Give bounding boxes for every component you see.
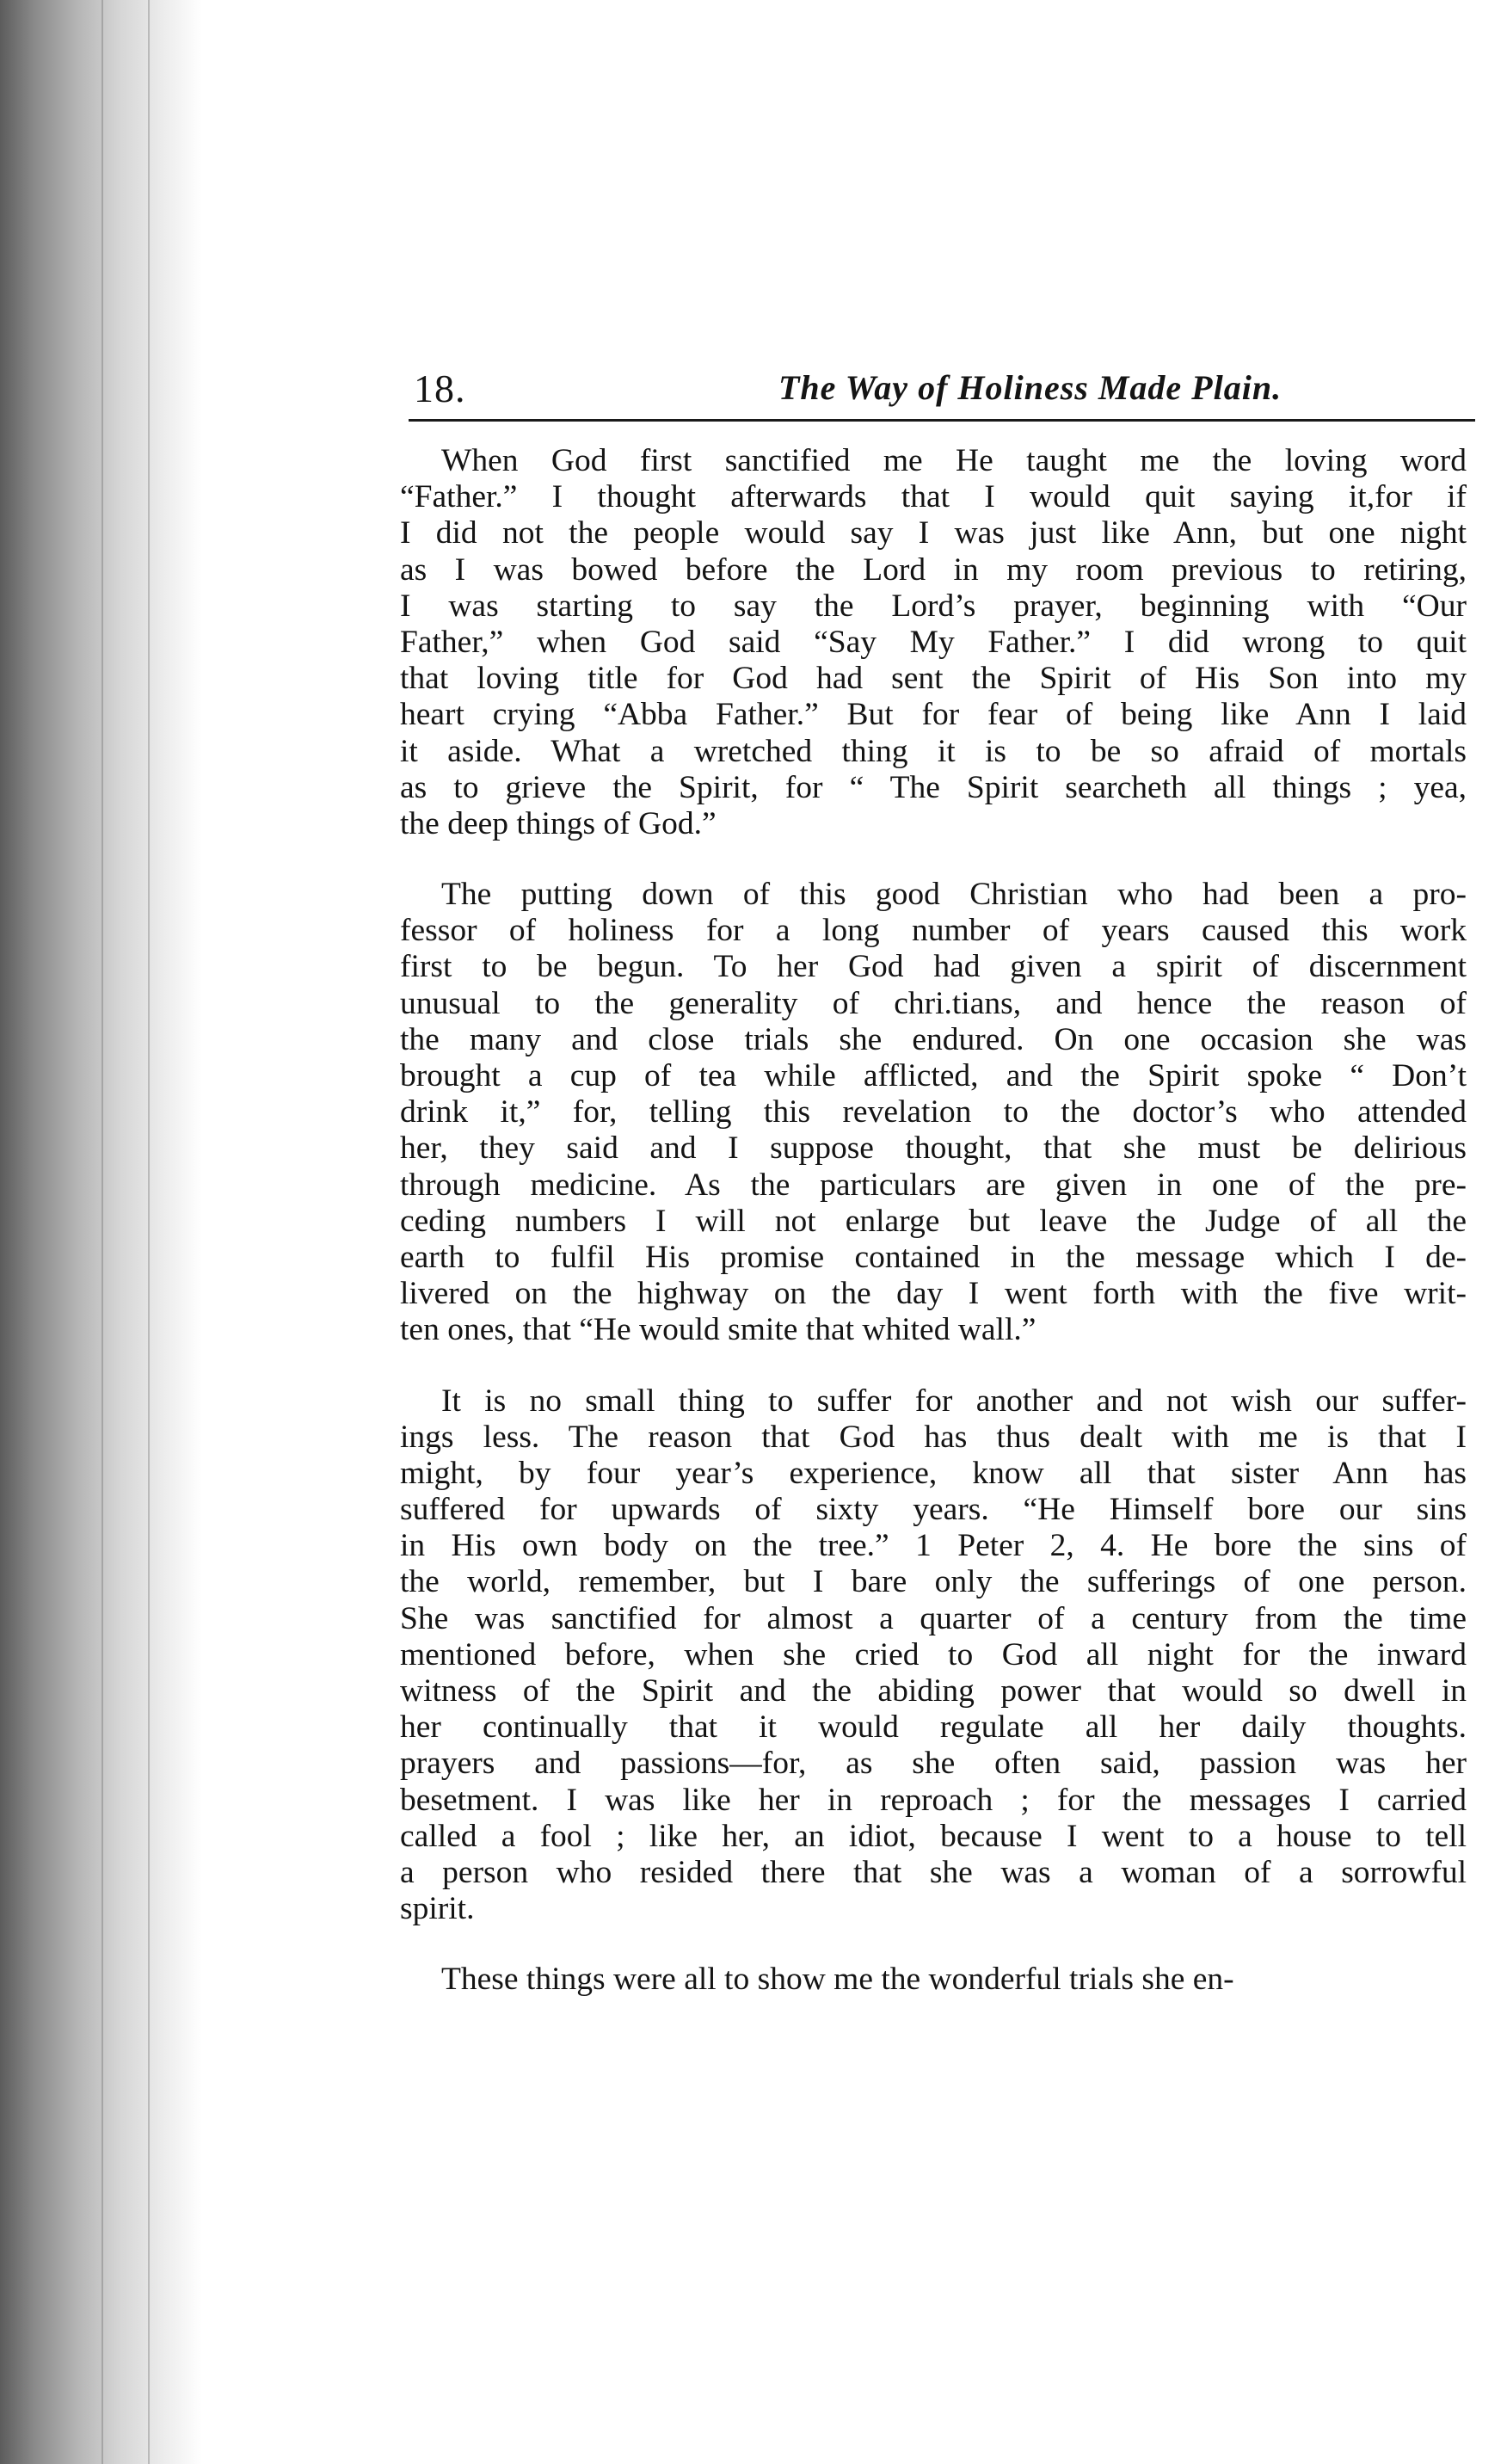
paragraph bbox=[400, 877, 1467, 1348]
text-line: might, by four year’s experience, know all that sister Ann has bbox=[400, 1455, 1467, 1491]
text-line: I was starting to say the Lord’s prayer, beginning with “Our bbox=[400, 588, 1467, 624]
page-content bbox=[400, 357, 1475, 1998]
text-line: livered on the highway on the day I went forth with the five writ- bbox=[400, 1276, 1467, 1312]
text-line: ceding numbers I will not enlarge but leave the Judge of all the bbox=[400, 1203, 1467, 1239]
text-line: the many and close trials she endured. On one occasion she was bbox=[400, 1021, 1467, 1057]
text-line: suffered for upwards of sixty years. “He Himself bore our sins bbox=[400, 1492, 1467, 1528]
text-line: as to grieve the Spirit, for “ The Spirit searcheth all things ; yea, bbox=[400, 769, 1467, 805]
text-line: The putting down of this good Christian who had been a pro- bbox=[441, 877, 1467, 913]
page-number: 18. bbox=[414, 367, 466, 410]
text-line: her continually that it would regulate all her daily thoughts. bbox=[400, 1709, 1467, 1746]
text-line: first to be begun. To her God had given a spirit of discernment bbox=[400, 949, 1467, 985]
text-line: it aside. What a wretched thing it is to be so afraid of mortals bbox=[400, 733, 1467, 769]
text-line: ten ones, that “He would smite that whited wall.” bbox=[400, 1312, 1036, 1348]
paragraph bbox=[400, 1383, 1467, 1928]
text-line: through medicine. As the particulars are given in one of the pre- bbox=[400, 1167, 1467, 1203]
text-line: mentioned before, when she cried to God all night for the inward bbox=[400, 1636, 1467, 1672]
text-line: These things were all to show me the wonderful trials she en- bbox=[441, 1962, 1234, 1998]
running-head bbox=[400, 357, 1475, 417]
text-line: prayers and passions—for, as she often said, passion was her bbox=[400, 1746, 1467, 1782]
gutter-edge-line bbox=[148, 0, 150, 2464]
text-line: witness of the Spirit and the abiding power that would so dwell in bbox=[400, 1673, 1467, 1709]
text-line: heart crying “Abba Father.” But for fear of being like Ann I laid bbox=[400, 697, 1467, 733]
paragraph-gap bbox=[400, 1927, 1467, 1962]
body-text bbox=[400, 443, 1467, 1999]
paragraph bbox=[400, 443, 1467, 842]
header-rule bbox=[409, 419, 1475, 422]
text-line: unusual to the generality of chri.tians, and hence the reason of bbox=[400, 985, 1467, 1021]
text-line: It is no small thing to suffer for another and not wish our suffer- bbox=[441, 1383, 1467, 1419]
text-line: the world, remember, but I bare only the sufferings of one person. bbox=[400, 1564, 1467, 1600]
text-line: spirit. bbox=[400, 1891, 475, 1927]
text-line: the deep things of God.” bbox=[400, 805, 717, 841]
text-line: brought a cup of tea while afflicted, and the Spirit spoke “ Don’t bbox=[400, 1058, 1467, 1093]
gutter-edge-line bbox=[101, 0, 103, 2464]
paragraph-gap bbox=[400, 1349, 1467, 1383]
text-line: that loving title for God had sent the Spirit of His Son into my bbox=[400, 661, 1467, 697]
text-line: fessor of holiness for a long number of years caused this work bbox=[400, 913, 1467, 949]
text-line: I did not the people would say I was just like Ann, but one night bbox=[400, 515, 1467, 551]
text-line: When God first sanctified me He taught me the loving word bbox=[441, 443, 1467, 478]
paragraph bbox=[400, 1962, 1467, 1998]
paragraph-gap bbox=[400, 842, 1467, 877]
text-line: besetment. I was like her in reproach ; for the messages I carried bbox=[400, 1782, 1467, 1818]
text-line: as I was bowed before the Lord in my room previous to retiring, bbox=[400, 551, 1467, 588]
text-line: ings less. The reason that God has thus dealt with me is that I bbox=[400, 1419, 1467, 1455]
text-line: her, they said and I suppose thought, that she must be delirious bbox=[400, 1130, 1467, 1167]
text-line: in His own body on the tree.” 1 Peter 2, 4. He bore the sins of bbox=[400, 1528, 1467, 1564]
text-line: a person who resided there that she was a woman of a sorrowful bbox=[400, 1854, 1467, 1890]
text-line: She was sanctified for almost a quarter of a century from the time bbox=[400, 1600, 1467, 1636]
text-line: “Father.” I thought afterwards that I would quit saying it,for if bbox=[400, 479, 1467, 515]
text-line: earth to fulfil His promise contained in the message which I de- bbox=[400, 1239, 1467, 1275]
text-line: called a fool ; like her, an idiot, because I went to a house to tell bbox=[400, 1818, 1467, 1854]
text-line: drink it,” for, telling this revelation to the doctor’s who attended bbox=[400, 1094, 1467, 1130]
text-line: Father,” when God said “Say My Father.” I did wrong to quit bbox=[400, 624, 1467, 660]
running-title: The Way of Holiness Made Plain. bbox=[778, 368, 1282, 407]
